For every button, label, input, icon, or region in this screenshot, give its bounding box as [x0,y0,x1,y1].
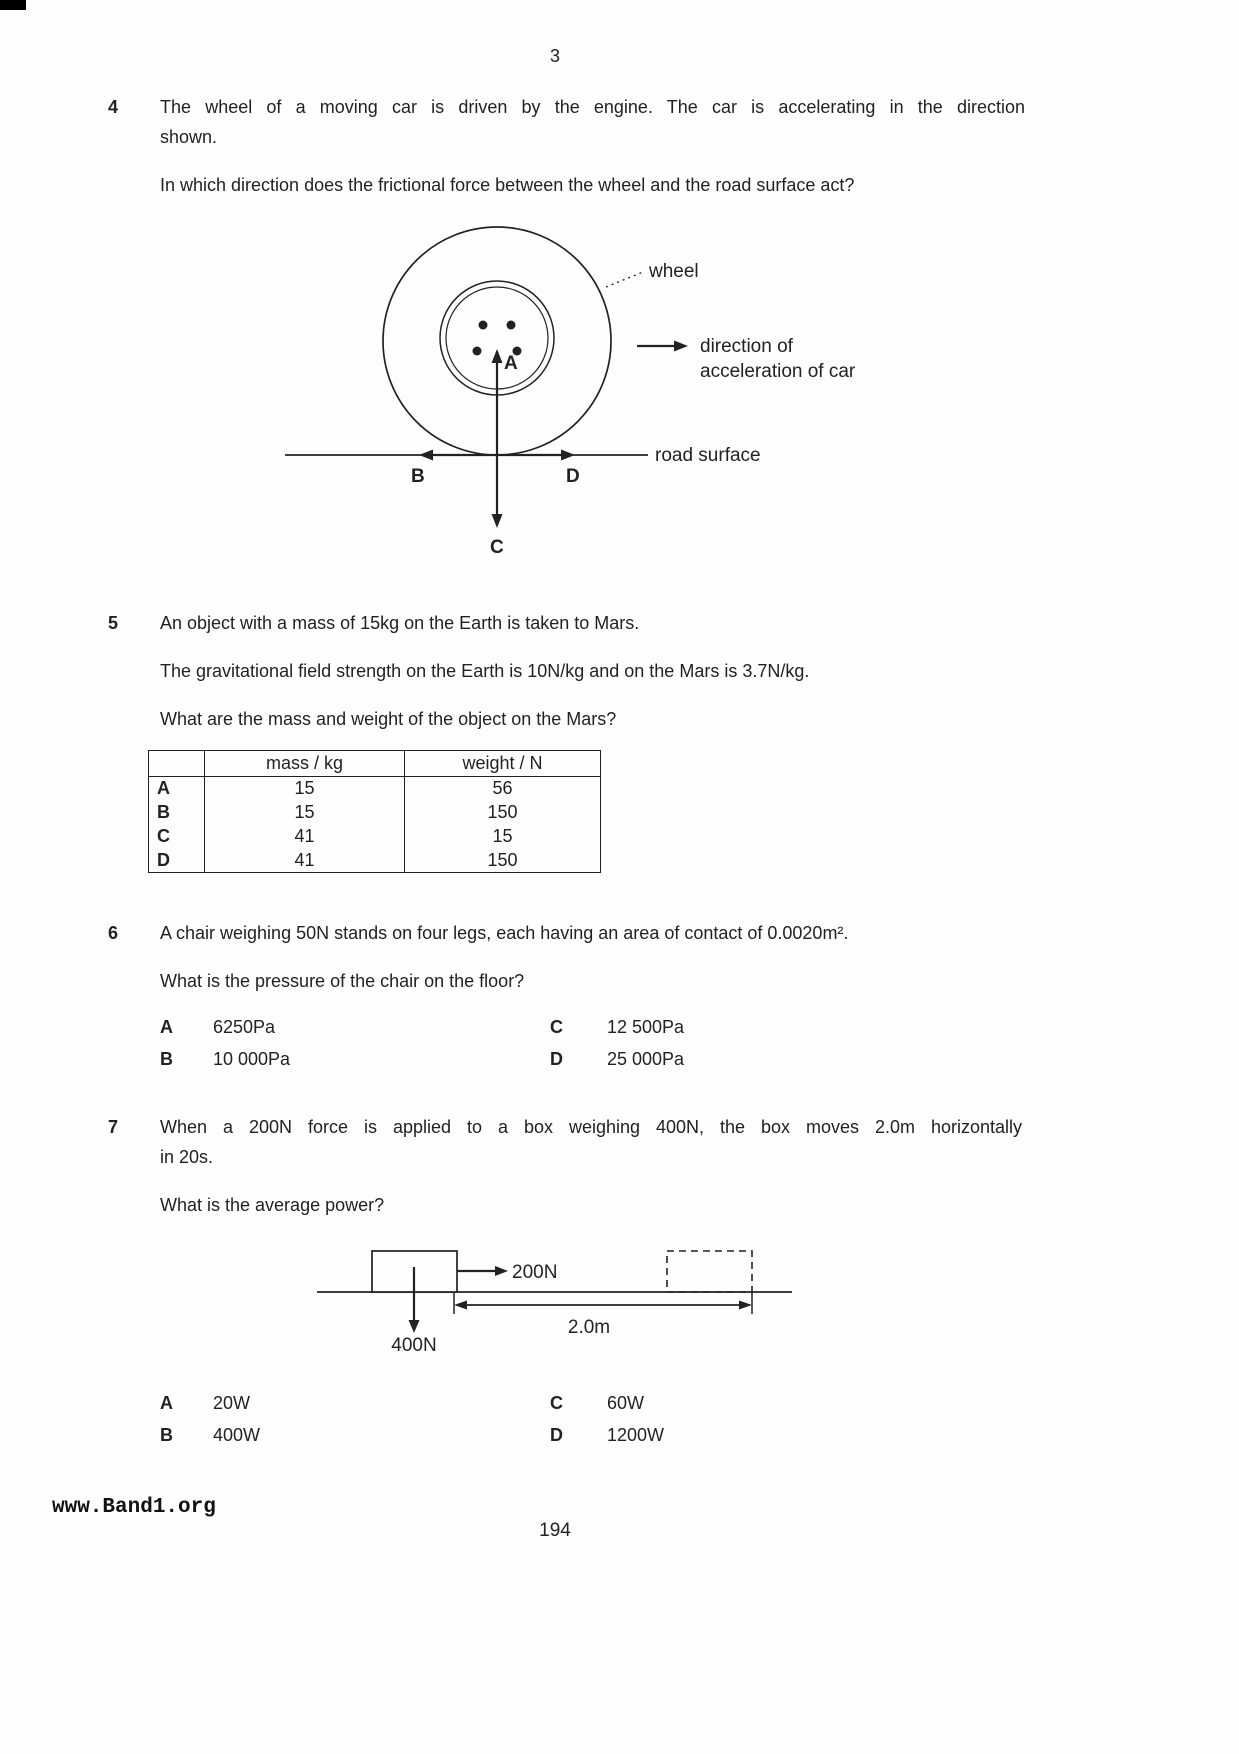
option-value: 60W [607,1393,645,1413]
q7-options [160,1392,1040,1447]
arrow-b [419,450,497,461]
question-7 [108,1112,1058,1220]
direction-label-line2: acceleration of car [700,361,856,382]
option-value: 25 000Pa [607,1049,685,1069]
q4-intro-line1: The wheel of a moving car is driven by the engine. The car is accelerating in the direction [160,97,1025,117]
row-label: D [157,849,170,870]
option-value: 20W [213,1393,251,1413]
arrow-c-label: C [490,537,504,558]
question-4 [108,92,1058,200]
q6-question: What is the pressure of the chair on the floor? [160,971,525,991]
q7-intro-line2: in 20s. [160,1147,214,1167]
arrow-b-label: B [411,466,425,487]
arrow-a-label: A [504,353,518,374]
question-5 [108,608,1058,873]
arrow-c [492,455,503,528]
weight-value: 56 [405,777,601,801]
mass-value: 41 [205,849,405,873]
box-force-diagram [312,1245,802,1363]
question-5-number: 5 [108,613,119,633]
table-row [149,777,601,801]
mass-value: 15 [205,801,405,825]
q6-options [160,1016,1058,1071]
q4-question: In which direction does the frictional force between the wheel and the road surface act? [160,175,855,195]
q7-intro-line1: When a 200N force is applied to a box weighing 400N, the box moves 2.0m horizontally [160,1117,1022,1137]
lug-nut [479,321,488,330]
lug-nut [473,347,482,356]
option-label: C [550,1017,563,1037]
page-number-top: 3 [549,46,560,66]
q6-line1: A chair weighing 50N stands on four legs, each having an area of contact of 0.0020m². [160,923,849,943]
q5-answer-table [148,750,601,873]
option-label: D [550,1049,563,1069]
option-label: D [550,1425,563,1445]
weight-value: 15 [405,825,601,849]
option-label: B [160,1425,173,1445]
q4-intro-line2: shown. [160,127,218,147]
option-label: B [160,1049,173,1069]
weight-value: 150 [405,849,601,873]
mass-value: 15 [205,777,405,801]
option-value: 6250Pa [213,1017,276,1037]
weight-label: 400N [391,1335,437,1356]
row-label: B [157,802,170,822]
scan-corner-mark [0,0,26,10]
acceleration-arrow [637,341,688,352]
road-surface-label: road surface [655,445,761,466]
question-6 [108,918,1058,1071]
q7-question: What is the average power? [160,1195,385,1215]
table-row [149,801,601,825]
table-row [149,825,601,849]
option-value: 1200W [607,1425,665,1445]
wheel-label: wheel [649,261,699,282]
direction-label-line1: direction of [700,336,793,357]
q5-line2: The gravitational field strength on the Earth is 10N/kg and on the Mars is 3.7N/kg. [160,661,810,681]
arrow-d-label: D [566,466,580,487]
row-label: A [157,778,170,799]
table-header-row [149,751,601,777]
option-value: 10 000Pa [213,1049,291,1069]
mass-column-header: mass / kg [205,751,405,777]
row-label: C [157,826,170,846]
force-arrow [457,1266,508,1276]
table-row [149,849,601,873]
option-value: 400W [213,1425,261,1445]
question-6-number: 6 [108,923,119,943]
question-7-number: 7 [108,1117,119,1137]
distance-label: 2.0m [567,1317,611,1338]
force-label: 200N [512,1262,558,1283]
q5-line1: An object with a mass of 15kg on the Earth is taken to Mars. [160,613,640,633]
lug-nut [507,321,516,330]
option-label: C [550,1393,563,1413]
box-final-position-dashed [667,1251,752,1292]
option-value: 12 500Pa [607,1017,685,1037]
weight-column-header: weight / N [405,751,601,777]
option-label: A [160,1393,173,1413]
page-number-bottom: 194 [539,1520,571,1541]
q5-question: What are the mass and weight of the object on the Mars? [160,709,617,729]
mass-value: 41 [205,825,405,849]
arrow-d [497,450,575,461]
footer-url: www.Band1.org [52,1496,216,1519]
arrow-a [492,349,503,455]
empty-header-cell [149,751,205,777]
question-4-number: 4 [108,97,119,117]
distance-arrow [454,1292,752,1314]
wheel-diagram [280,222,880,562]
weight-value: 150 [405,801,601,825]
option-label: A [160,1017,173,1037]
wheel-leader-line [606,272,643,287]
